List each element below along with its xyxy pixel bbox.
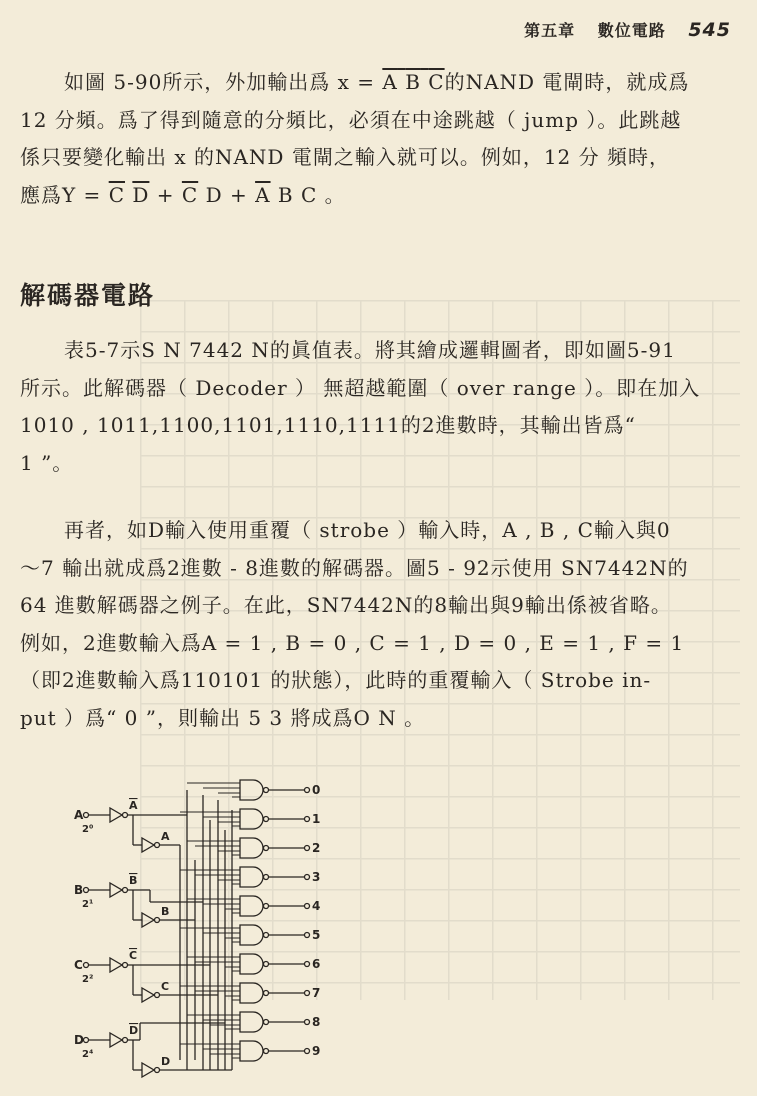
var: C — [428, 70, 445, 94]
var: A — [382, 70, 398, 94]
para1-line3: 係只要變化輸出 x 的NAND 電閘之輸入就可以。例如，12 分 頻時， — [20, 145, 670, 169]
para3-line5: （即2進數輸入爲110101 的狀態），此時的重覆輸入（ Strobe in- — [20, 668, 652, 692]
output-8: 8 — [312, 1015, 321, 1029]
label-b-out: B — [161, 905, 170, 918]
weight-c: 2² — [82, 974, 94, 985]
decoder-circuit-diagram — [60, 770, 360, 1090]
output-1: 1 — [312, 812, 321, 826]
text: 的NAND 電閘時，就成爲 — [444, 70, 690, 94]
weight-d: 2⁴ — [82, 1049, 94, 1060]
para3-line6: put ）爲“ 0 ”，則輸出 5 3 將成爲O N 。 — [20, 705, 426, 730]
var: C — [300, 182, 318, 207]
input-c — [84, 958, 219, 1002]
formula-abc — [382, 70, 444, 94]
text: 應爲Y = — [20, 182, 109, 207]
text: 。 — [317, 182, 346, 207]
var: B — [277, 182, 294, 207]
var: $\overline{C}$ — [181, 182, 199, 207]
para2-line1: 表5-7示S N 7442 N的眞值表。將其繪成邏輯圖者，即如圖5-91 — [64, 338, 676, 362]
para1-line4: 應爲$Y = \overline{C}$ $\overline{D} + \overline{C}$ $D + \overline{A}$ B C 。 — [20, 182, 346, 207]
var: $\overline{A}$ — [255, 182, 271, 207]
para2-line2: 所示。此解碼器（ Decoder ） 無超越範圍（ over range ）。即在加入 — [20, 375, 701, 400]
para2-line4: 1 ”。 — [20, 450, 74, 475]
label-c: C — [74, 958, 83, 972]
para3-line4: 例如，2進數輸入爲A = 1 , B = 0 , C = 1 , D = 0 , E = 1 , F = 1 — [20, 630, 685, 655]
label-d-bar: D — [129, 1024, 139, 1037]
paragraph-1 — [20, 64, 735, 214]
para3-line2: ～7 輸出就成爲2進數 - 8進數的解碼器。圖5 - 92示使用 SN7442N的 — [20, 555, 689, 580]
output-7: 7 — [312, 986, 321, 1000]
var: B — [405, 70, 421, 94]
para3-line1: 再者，如D輸入使用重覆（ strobe ）輸入時，A , B , C輸入與0 — [64, 518, 671, 542]
section-heading: 解碼器電路 — [20, 281, 156, 310]
output-3: 3 — [312, 870, 321, 884]
label-d-out: D — [161, 1055, 171, 1068]
label-b: B — [74, 883, 84, 897]
para1-line1 — [20, 64, 735, 102]
label-a-bar: A — [129, 799, 138, 812]
output-9: 9 — [312, 1044, 321, 1058]
var: $\overline{C}$ — [108, 182, 125, 207]
paragraph-2 — [20, 332, 735, 482]
text: 如圖 5-90所示，外加輸出爲 x = — [64, 70, 383, 94]
label-a: A — [74, 808, 84, 822]
page-number: 545 — [688, 19, 731, 41]
label-c-bar: C — [129, 949, 138, 962]
var: $\overline{D}$ — [132, 182, 150, 207]
output-4: 4 — [312, 899, 321, 913]
output-5: 5 — [312, 928, 321, 942]
paragraph-3 — [20, 512, 735, 737]
input-a — [84, 808, 188, 852]
label-a-out: A — [161, 830, 170, 843]
label-d: D — [74, 1033, 84, 1047]
var: D — [205, 182, 223, 207]
label-c-out: C — [161, 980, 170, 993]
weight-a: 2⁰ — [82, 824, 94, 835]
nand-gates — [240, 780, 310, 1061]
section-label: 數位電路 — [597, 21, 666, 40]
chapter-label: 第五章 — [524, 21, 576, 40]
weight-b: 2¹ — [82, 899, 94, 910]
label-b-bar: B — [129, 874, 138, 887]
input-b — [84, 883, 204, 927]
para1-line2: 12 分頻。爲了得到隨意的分頻比，必須在中途跳越（ jump ）。此跳越 — [20, 107, 682, 132]
output-2: 2 — [312, 841, 321, 855]
output-6: 6 — [312, 957, 321, 971]
output-0: 0 — [312, 783, 321, 797]
para2-line3: 1010 , 1011,1100,1101,1110,1111的2進數時，其輸出皆爲“ — [20, 413, 636, 437]
running-header — [524, 18, 731, 41]
para3-line3: 64 進數解碼器之例子。在此，SN7442N的8輸出與9輸出係被省略。 — [20, 593, 672, 617]
